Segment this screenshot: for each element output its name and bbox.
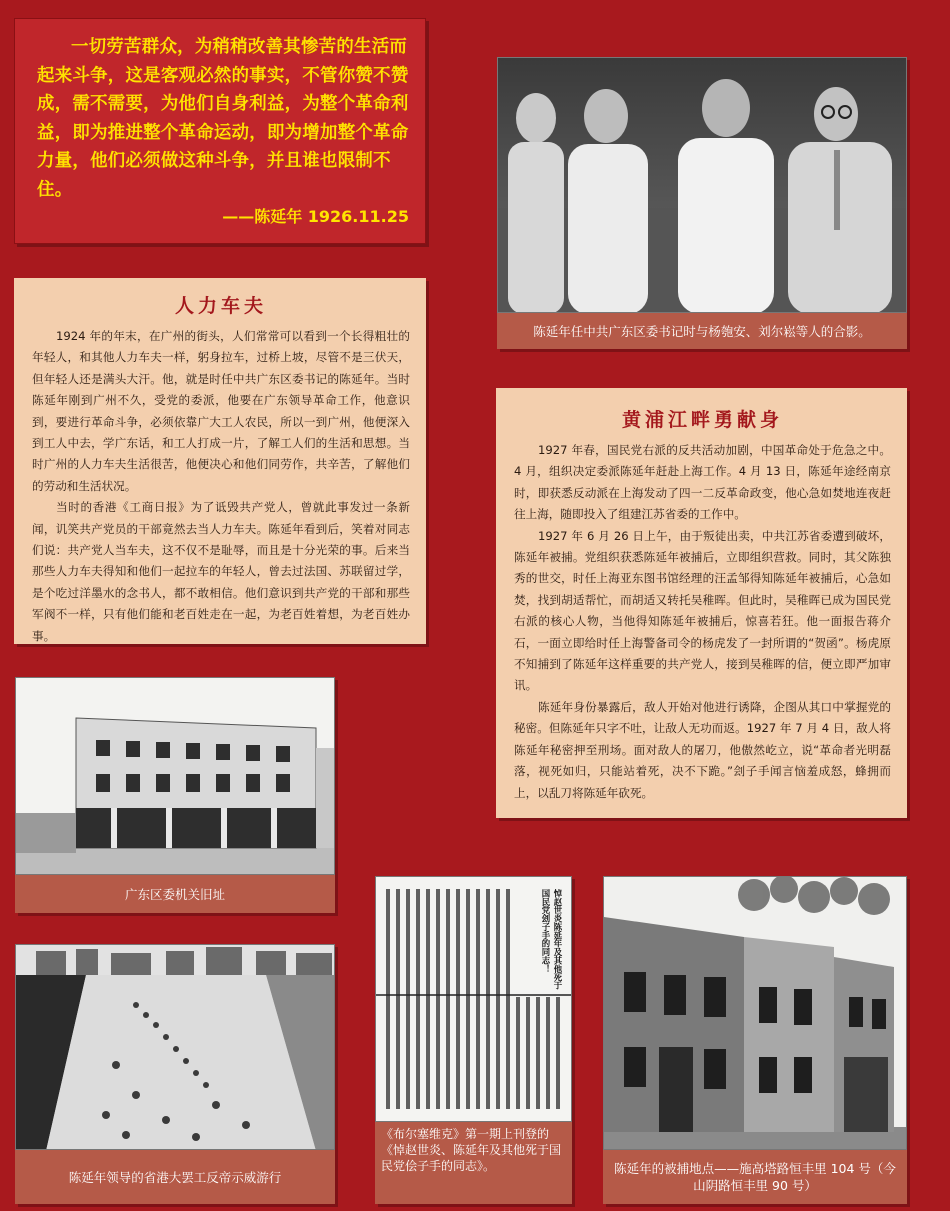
huangpu-panel bbox=[496, 388, 907, 818]
guangdong-site-image bbox=[16, 678, 335, 875]
arrest-site-photo bbox=[603, 876, 907, 1150]
arrest-site-caption-text: 陈延年的被捕地点——施高塔路恒丰里 104 号（今山阴路恒丰里 90 号） bbox=[614, 1161, 896, 1193]
group-photo-caption bbox=[497, 313, 907, 349]
group-photo-caption-text: 陈延年任中共广东区委书记时与杨匏安、刘尔崧等人的合影。 bbox=[533, 323, 871, 339]
newspaper-headline: 悼赵世炎陈延年及其他死于国民党刽子手的同志！ bbox=[541, 889, 563, 990]
newspaper-photo bbox=[375, 876, 572, 1122]
arrest-site-caption bbox=[603, 1150, 907, 1204]
rickshaw-paragraph-2: 当时的香港《工商日报》为了诋毁共产党人，曾就此事发过一条新闻，讥笑共产党员的干部竟然去当人力车夫。陈延年看到后，笑着对同志们说：共产党人当车夫，这不仅不是耻辱，而且是十分光荣的事。后来当那些人力车夫得知和他们一起拉车的年轻人，曾去过法国、苏联留过学，是个吃过洋墨水的念书人，都不敢相信。他们意识到共产党的干部和那些军阀不一样，只有他们能和老百姓走在一起，为老百姓着想，为老百姓办事。 bbox=[32, 500, 410, 643]
arrest-site-image bbox=[604, 877, 907, 1150]
newspaper-caption-text: 《布尔塞维克》第一期上刊登的《悼赵世炎、陈延年及其他死于国民党侩子手的同志》。 bbox=[381, 1127, 562, 1173]
quote-box bbox=[14, 18, 426, 244]
huangpu-paragraph-3: 陈延年身份暴露后，敌人开始对他进行诱降，企图从其口中掌握党的秘密。但陈延年只字不吐，让敌人无功而返。1927 年 7 月 4 日，敌人将陈延年秘密押至刑场。面对敌人的屠刀，他傲然屹立，说“革命者光明磊落，视死如归，只能站着死，决不下跪。”刽子手闻言恼羞成怒，蜂拥而上，以乱刀将陈延年砍死。 bbox=[514, 699, 891, 800]
huangpu-paragraph-1: 1927 年春，国民党右派的反共活动加剧，中国革命处于危急之中。4 月，组织决定委派陈延年赶赴上海工作。4 月 13 日，陈延年途经南京时，即获悉反动派在上海发动了四一二反革命政变，他心急如焚地连夜赶往上海，随即投入了组建江苏省委的工作中。 bbox=[514, 443, 891, 522]
huangpu-paragraph-2: 1927 年 6 月 26 日上午，由于叛徒出卖，中共江苏省委遭到破坏，陈延年被捕。党组织获悉陈延年被捕后，立即组织营救。同时，其父陈独秀的世交，时任上海亚东图书馆经理的汪孟邹得知陈延年被捕后，心急如焚，找到胡适帮忙，而胡适又转托吴稚晖。但此时，吴稚晖已成为国民党右派的核心人物，当他得知陈延年被捕后，惊喜若狂。他一面报告蒋介石，一面立即给时任上海警备司令的杨虎发了一封所谓的“贺函”。杨虎原不知捕到了陈延年这样重要的共产党人，接到吴稚晖的信，便立即严加审讯。 bbox=[514, 528, 891, 693]
rickshaw-panel bbox=[14, 278, 426, 644]
rickshaw-title: 人力车夫 bbox=[174, 295, 267, 317]
guangdong-site-caption bbox=[15, 875, 335, 913]
huangpu-title: 黄浦江畔勇献身 bbox=[621, 409, 783, 431]
newspaper-caption bbox=[375, 1122, 572, 1204]
guangdong-site-caption-text: 广东区委机关旧址 bbox=[124, 886, 225, 902]
group-photo bbox=[497, 57, 907, 313]
rickshaw-paragraph-1: 1924 年的年末，在广州的街头，人们常常可以看到一个长得粗壮的年轻人，和其他人力车夫一样，躬身拉车，过桥上坡，尽管不是三伏天，但年轻人还是满头大汗。他，就是时任中共广东区委书记的陈延年。当时陈延年刚到广州不久，受党的委派，他要在广东领导革命工作，他意识到，要进行革命斗争，必须依靠广大工人农民，所以一到广州，他便深入到工人中去，学广东话，和工人打成一片，了解工人们的生活和思想。当时广州的人力车夫生活很苦，他便决心和他们同劳作，共辛苦，了解他们的劳动和生活状况。 bbox=[32, 329, 410, 493]
guangdong-site-photo bbox=[15, 677, 335, 875]
parade-photo bbox=[15, 944, 335, 1150]
parade-caption bbox=[15, 1150, 335, 1204]
parade-caption-text: 陈延年领导的省港大罢工反帝示威游行 bbox=[68, 1169, 282, 1185]
quote-attribution: ——陈延年 1926.11.25 bbox=[222, 207, 409, 226]
parade-image bbox=[16, 945, 335, 1150]
quote-text: 一切劳苦群众，为稍稍改善其惨苦的生活而起来斗争，这是客观必然的事实，不管你赞不赞成，需不需要，为他们自身利益，为整个革命利益，即为推进整个革命运动，即为增加整个革命力量，他们必须做这种斗争，并且谁也限制不住。 bbox=[37, 37, 409, 200]
group-photo-image bbox=[498, 58, 907, 313]
